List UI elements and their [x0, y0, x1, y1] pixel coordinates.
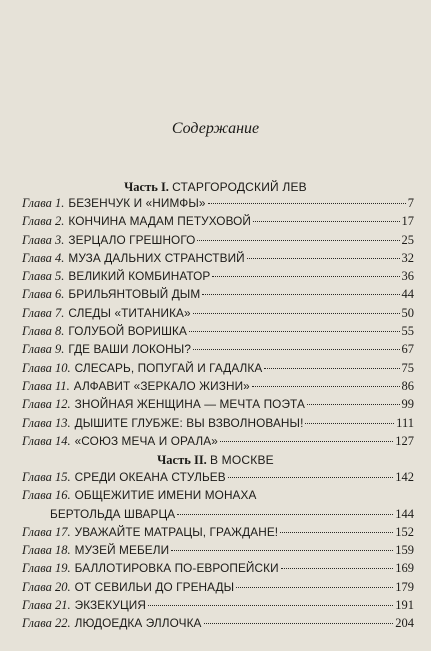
chapter-label: Глава 10.	[22, 360, 71, 375]
part-number: Часть II.	[157, 453, 207, 467]
toc-title: Содержание	[171, 120, 260, 137]
page-number: 152	[395, 524, 414, 539]
dot-leader	[236, 586, 393, 588]
toc-entry	[22, 468, 414, 486]
dot-leader	[228, 476, 394, 478]
chapter-title: СЛЕСАРЬ, ПОПУГАЙ И ГАДАЛКА	[74, 360, 263, 375]
page-number: 36	[401, 269, 414, 284]
chapter-title: СЛЕДЫ «ТИТАНИКА»	[68, 305, 191, 320]
dot-leader	[204, 622, 394, 624]
toc-list-part-1	[22, 194, 414, 450]
page-number: 159	[395, 543, 414, 558]
dot-leader	[197, 239, 399, 241]
page-number: 86	[401, 378, 414, 393]
dot-leader	[252, 385, 400, 387]
page-number: 67	[401, 342, 414, 357]
chapter-label: Глава 1.	[22, 196, 65, 210]
page-number: 50	[401, 305, 414, 320]
toc-entry	[22, 414, 414, 432]
page-number: 111	[396, 415, 414, 430]
dot-leader	[202, 293, 399, 295]
chapter-label: Глава 12.	[22, 397, 71, 412]
dot-leader	[208, 202, 406, 204]
chapter-label: Глава 4.	[22, 250, 65, 265]
chapter-label: Глава 21.	[22, 598, 71, 613]
page-number: 142	[395, 470, 414, 484]
page-number: 204	[395, 616, 414, 631]
chapter-title: КОНЧИНА МАДАМ ПЕТУХОВОЙ	[68, 214, 252, 229]
page-number: 17	[401, 214, 414, 229]
dot-leader	[247, 257, 400, 259]
chapter-title: МУЗЕЙ МЕБЕЛИ	[74, 543, 170, 558]
chapter-label: Глава 20.	[22, 579, 71, 594]
chapter-title: ЗНОЙНАЯ ЖЕНЩИНА — МЕЧТА ПОЭТА	[74, 397, 305, 412]
toc-entry	[22, 614, 414, 632]
chapter-title: ЗЕРЦАЛО ГРЕШНОГО	[68, 232, 196, 247]
part-name: СТАРГОРОДСКИЙ ЛЕВ	[172, 180, 307, 194]
dot-leader	[307, 403, 400, 405]
dot-leader	[177, 513, 393, 515]
chapter-title: АЛФАВИТ «ЗЕРКАЛО ЖИЗНИ»	[73, 378, 250, 393]
toc-entry	[22, 541, 414, 559]
toc-entry	[22, 486, 414, 523]
chapter-label: Глава 19.	[22, 561, 71, 576]
dot-leader	[253, 220, 399, 222]
page-number: 179	[395, 579, 414, 594]
chapter-label: Глава 11.	[22, 378, 70, 393]
chapter-title: БЕЗЕНЧУК И «НИМФЫ»	[68, 196, 206, 210]
chapter-label: Глава 2.	[22, 214, 65, 229]
part-number: Часть I.	[124, 180, 169, 194]
chapter-title: ОТ СЕВИЛЬИ ДО ГРЕНАДЫ	[74, 579, 235, 594]
toc-entry-line	[22, 505, 414, 523]
toc-entry	[22, 559, 414, 577]
dot-leader	[193, 348, 400, 350]
chapter-label: Глава 7.	[22, 305, 65, 320]
toc-entry	[22, 304, 414, 322]
toc-entry	[22, 578, 414, 596]
dot-leader	[220, 440, 393, 442]
toc-entry	[22, 212, 414, 230]
toc-entry	[22, 523, 414, 541]
toc-entry	[22, 432, 414, 450]
toc-entry	[22, 596, 414, 614]
page-number: 55	[401, 324, 414, 339]
toc-entry	[22, 322, 414, 340]
chapter-title: ДЫШИТЕ ГЛУБЖЕ: ВЫ ВЗВОЛНОВАНЫ!	[74, 415, 304, 430]
toc-entry	[22, 231, 414, 249]
toc-entry	[22, 395, 414, 413]
part-name: В МОСКВЕ	[209, 453, 274, 467]
chapter-title: БРИЛЬЯНТОВЫЙ ДЫМ	[68, 287, 201, 302]
part-heading-1	[0, 180, 431, 195]
part-heading-2	[0, 453, 431, 468]
toc-entry	[22, 194, 414, 212]
chapter-title: ГОЛУБОЙ ВОРИШКА	[68, 324, 187, 339]
chapter-title: ОБЩЕЖИТИЕ ИМЕНИ МОНАХА	[74, 488, 257, 503]
chapter-label: Глава 15.	[22, 470, 71, 484]
chapter-label: Глава 22.	[22, 616, 71, 631]
toc-entry	[22, 340, 414, 358]
chapter-label: Глава 6.	[22, 287, 65, 302]
chapter-title: ЭКЗЕКУЦИЯ	[74, 598, 146, 613]
dot-leader	[305, 422, 394, 424]
chapter-title-continued: БЕРТОЛЬДА ШВАРЦА	[50, 506, 176, 521]
chapter-label: Глава 5.	[22, 269, 65, 284]
page-number: 99	[401, 397, 414, 412]
chapter-label: Глава 8.	[22, 324, 65, 339]
dot-leader	[171, 549, 393, 551]
dot-leader	[189, 330, 400, 332]
chapter-label: Глава 16.	[22, 488, 71, 503]
chapter-label: Глава 18.	[22, 543, 71, 558]
chapter-label: Глава 14.	[22, 433, 71, 448]
toc-entry	[22, 377, 414, 395]
toc-entry	[22, 267, 414, 285]
chapter-label: Глава 3.	[22, 232, 65, 247]
chapter-title: БАЛЛОТИРОВКА ПО-ЕВРОПЕЙСКИ	[74, 561, 279, 576]
toc-list-part-2	[22, 468, 414, 633]
chapter-title: ЛЮДОЕДКА ЭЛЛОЧКА	[74, 616, 202, 631]
chapter-title: СРЕДИ ОКЕАНА СТУЛЬЕВ	[74, 470, 226, 484]
page-number: 169	[395, 561, 414, 576]
chapter-title: ГДЕ ВАШИ ЛОКОНЫ?	[68, 342, 191, 357]
page-number: 191	[395, 598, 414, 613]
toc-entry	[22, 249, 414, 267]
toc-entry-line	[22, 486, 414, 504]
toc-entry	[22, 359, 414, 377]
page-number: 32	[401, 250, 414, 265]
page-number: 127	[395, 433, 414, 448]
page-number: 7	[407, 196, 414, 210]
chapter-label: Глава 17.	[22, 524, 71, 539]
dot-leader	[212, 275, 399, 277]
toc-entry	[22, 285, 414, 303]
chapter-title: УВАЖАЙТЕ МАТРАЦЫ, ГРАЖДАНЕ!	[74, 524, 279, 539]
page-number: 25	[401, 232, 414, 247]
dot-leader	[264, 367, 399, 369]
page-number: 144	[395, 506, 414, 521]
chapter-title: МУЗА ДАЛЬНИХ СТРАНСТВИЙ	[68, 250, 245, 265]
dot-leader	[280, 531, 393, 533]
dot-leader	[193, 312, 400, 314]
page-number: 75	[401, 360, 414, 375]
page-number: 44	[401, 287, 414, 302]
dot-leader	[148, 604, 393, 606]
chapter-label: Глава 13.	[22, 415, 71, 430]
chapter-title: «СОЮЗ МЕЧА И ОРАЛА»	[74, 433, 218, 448]
chapter-title: ВЕЛИКИЙ КОМБИНАТОР	[68, 269, 211, 284]
dot-leader	[281, 567, 394, 569]
chapter-label: Глава 9.	[22, 342, 65, 357]
